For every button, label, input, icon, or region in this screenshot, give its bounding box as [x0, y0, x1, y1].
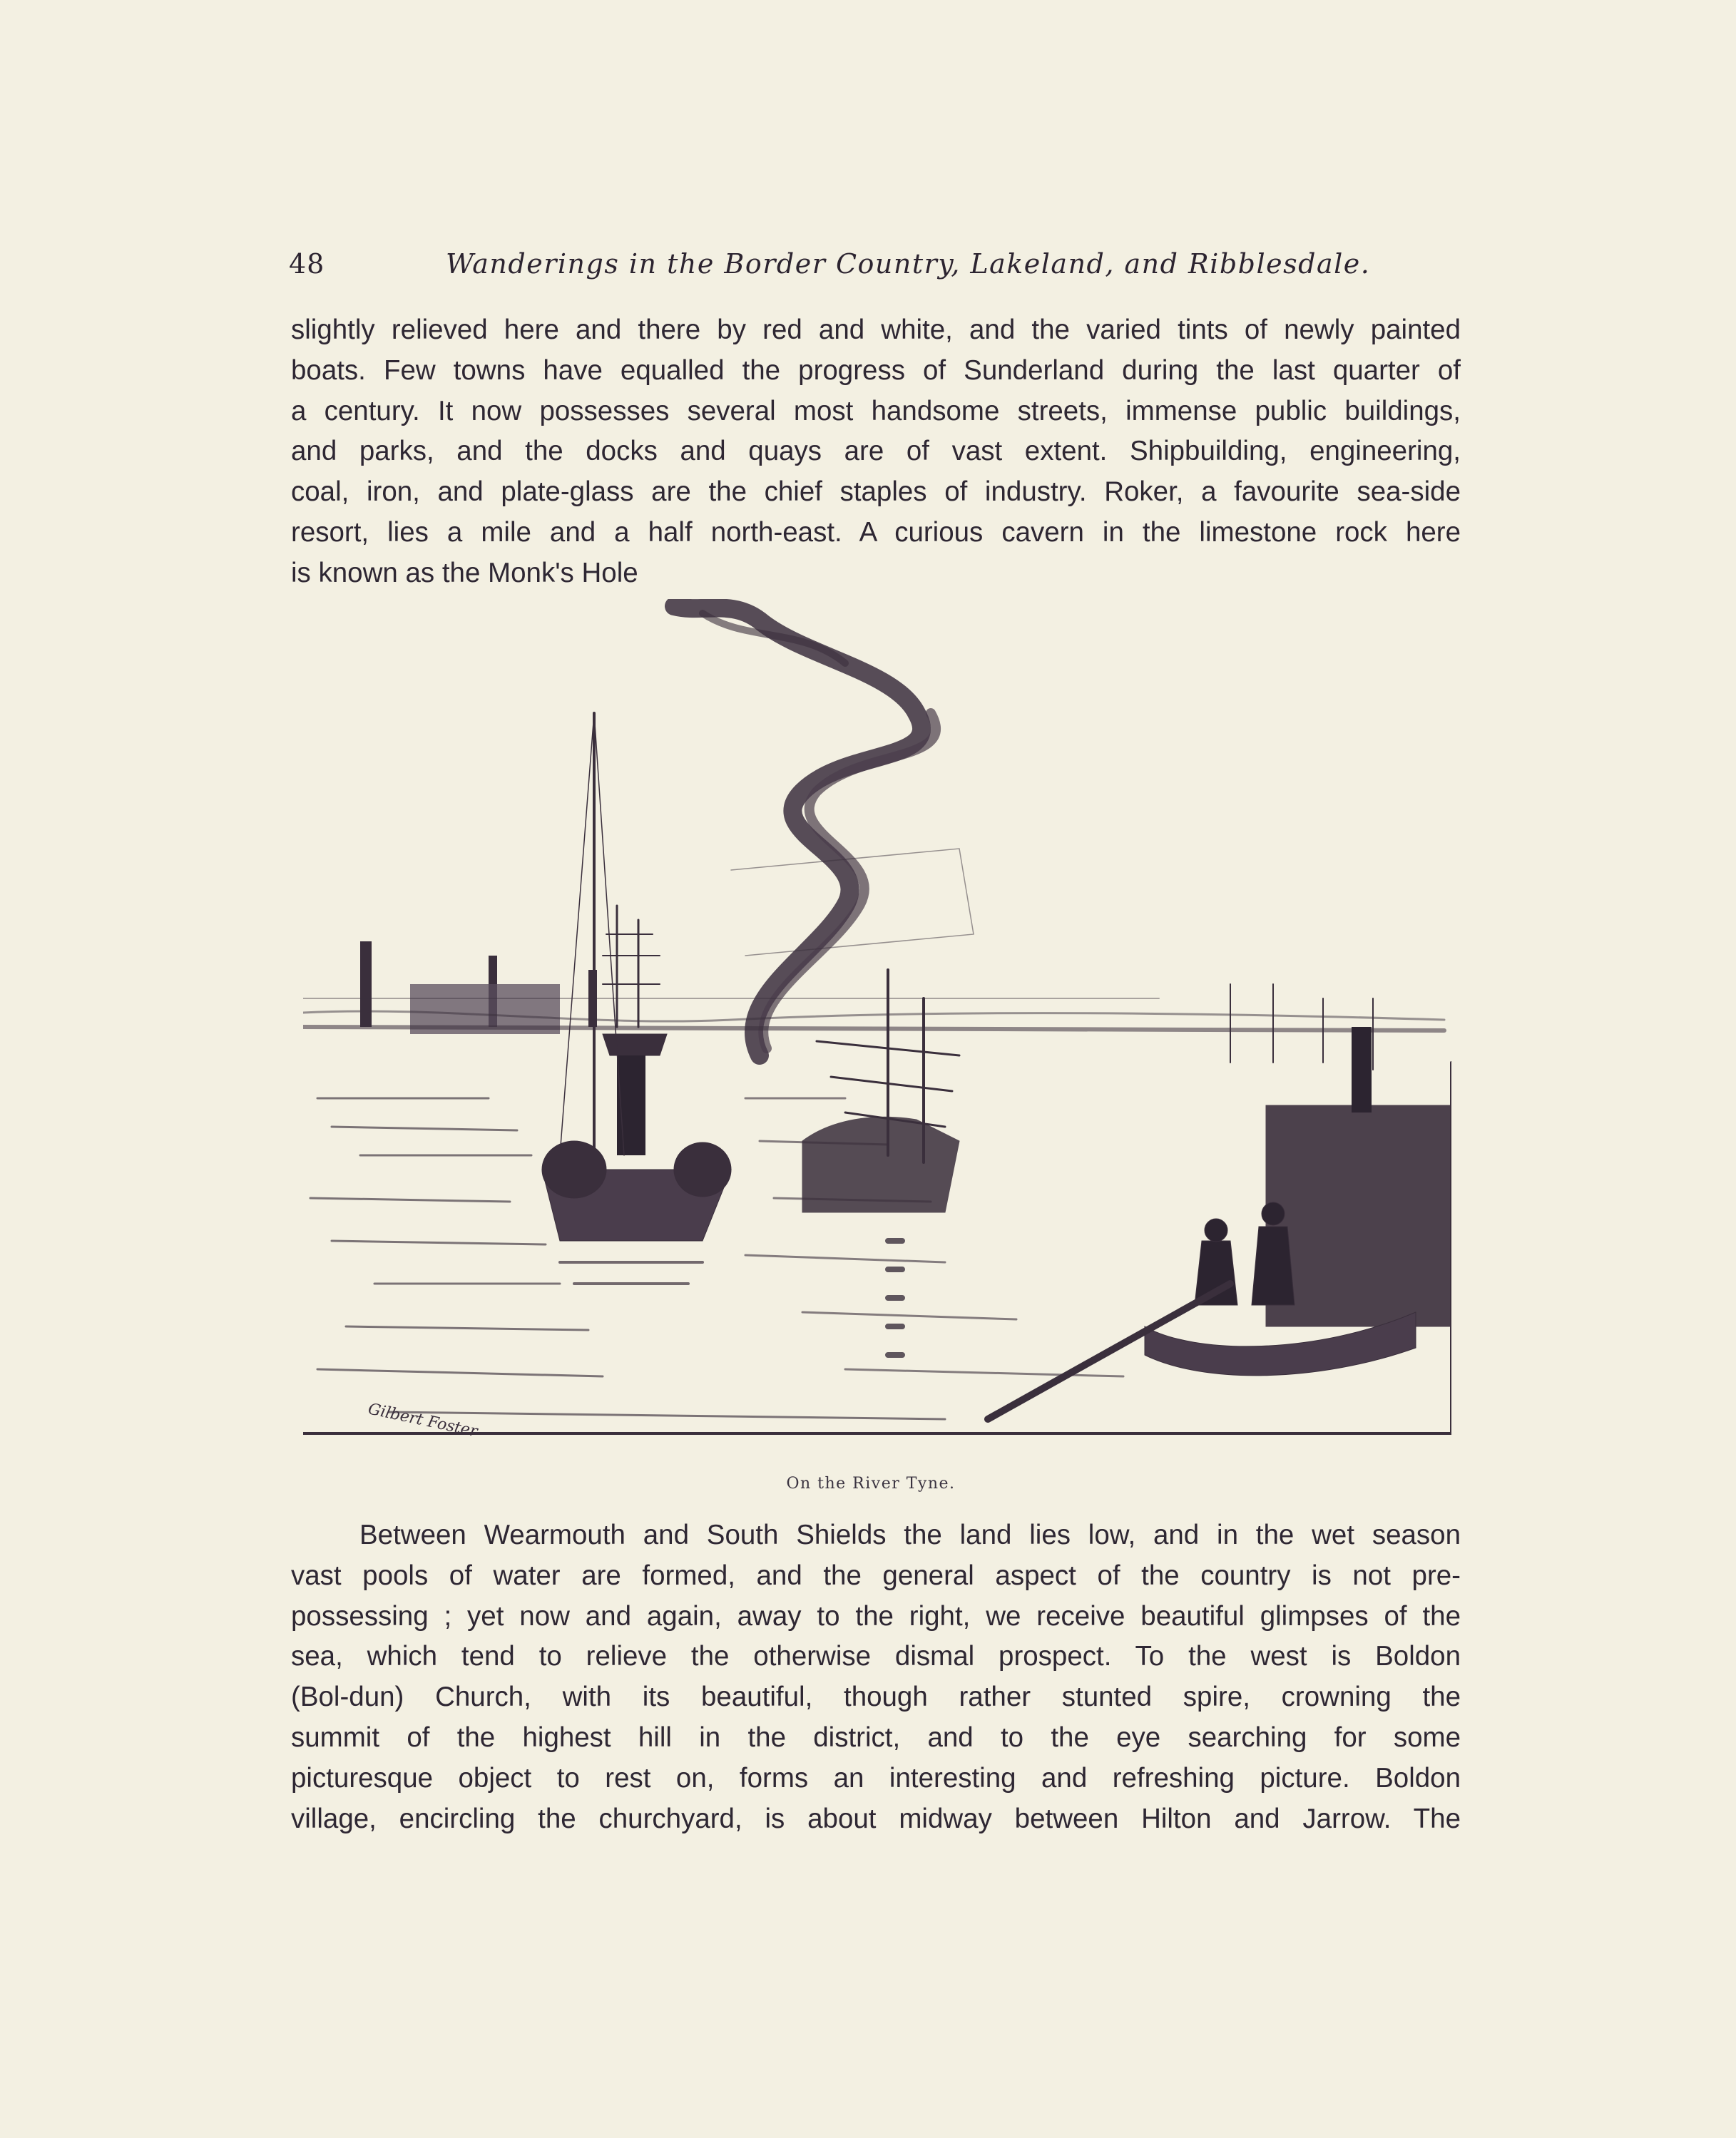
text-line: is known as the Monk's Hole — [291, 557, 638, 588]
running-title: Wanderings in the Border Country, Lakeland, and Ribblesdale. — [446, 248, 1371, 280]
text-line: village, encircling the churchyard, is about midway between Hilton and Jarrow. The — [291, 1803, 1461, 1834]
illustration-river-tyne — [303, 599, 1451, 1455]
steamboat-engraving-icon — [303, 599, 1451, 1455]
text-line: coal, iron, and plate-glass are the chief staples of industry. Roker, a favourite sea-side — [291, 476, 1461, 508]
text-line: picturesque object to rest on, forms an interesting and refreshing picture. Boldon — [291, 1762, 1461, 1794]
text-line: (Bol-dun) Church, with its beautiful, though rather stunted spire, crowning the — [291, 1682, 1461, 1713]
text-line: and parks, and the docks and quays are of vast extent. Shipbuilding, engineering, — [291, 436, 1461, 467]
text-line: resort, lies a mile and a half north-east. A curious cavern in the limestone rock here — [291, 516, 1461, 548]
text-line: slightly relieved here and there by red and white, and the varied tints of newly painted — [291, 314, 1461, 345]
text-line: summit of the highest hill in the district, and to the eye searching for some — [291, 1722, 1461, 1753]
text-line: Between Wearmouth and South Shields the land lies low, and in the wet season — [359, 1520, 1461, 1550]
page-number: 48 — [289, 248, 325, 280]
text-line: sea, which tend to relieve the otherwise dismal prospect. To the west is Boldon — [291, 1641, 1461, 1672]
running-head — [289, 248, 1459, 291]
text-line: possessing ; yet now and again, away to the right, we receive beautiful glimpses of the — [291, 1600, 1461, 1632]
caption-text: On the River Tyne. — [786, 1475, 956, 1493]
paragraph-bottom — [291, 1515, 1461, 1839]
paragraph-top — [291, 310, 1461, 594]
text-line: boats. Few towns have equalled the progress of Sunderland during the last quarter of — [291, 354, 1461, 386]
artist-signature: Gilbert Foster — [366, 1400, 479, 1441]
figure-caption — [0, 1475, 1736, 1493]
text-line: vast pools of water are formed, and the general aspect of the country is not pre- — [291, 1560, 1461, 1591]
text-line: a century. It now possesses several most handsome streets, immense public buildings, — [291, 395, 1461, 426]
